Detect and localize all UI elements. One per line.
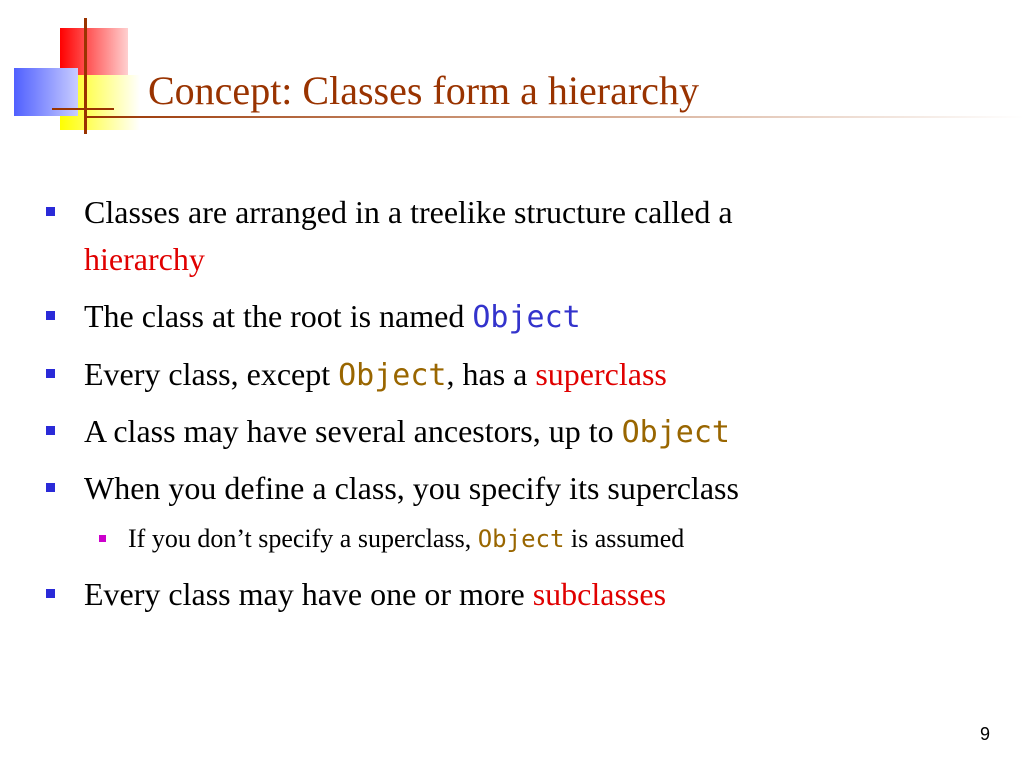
code-term: Object	[472, 300, 581, 335]
slide-title: Concept: Classes form a hierarchy	[148, 68, 699, 113]
emphasis-term: hierarchy	[84, 241, 205, 277]
bullet-text: Classes are arranged in a treelike structure called a	[84, 194, 733, 230]
bullet-marker-icon	[46, 311, 55, 320]
page-number: 9	[980, 724, 991, 744]
code-term: Object	[338, 358, 447, 393]
sub-bullet-marker-icon	[99, 535, 106, 542]
bullet-text: Every class may have one or more	[84, 576, 533, 612]
bullet-text: The class at the root is named	[84, 298, 473, 334]
bullet-marker-icon	[46, 426, 55, 435]
emphasis-term: subclasses	[532, 576, 667, 612]
bullet-item-continuation	[84, 240, 205, 278]
code-term: Object	[621, 415, 730, 450]
bullet-text: When you define a class, you specify its superclass	[84, 470, 739, 506]
bullet-marker-icon	[46, 589, 55, 598]
bullet-item	[84, 193, 733, 231]
bullet-text: A class may have several ancestors, up to	[84, 413, 622, 449]
bullet-marker-icon	[46, 369, 55, 378]
bullet-marker-icon	[46, 483, 55, 492]
code-term: Object	[477, 525, 565, 553]
bullet-item	[84, 297, 581, 337]
bullet-item	[84, 355, 667, 395]
bullet-marker-icon	[46, 207, 55, 216]
bullet-item	[84, 412, 730, 452]
sub-bullet-text: If you don’t specify a superclass,	[128, 524, 478, 553]
bullet-item	[84, 469, 739, 507]
emphasis-term: superclass	[535, 356, 667, 392]
sub-bullet-text: is assumed	[564, 524, 685, 553]
bullet-text: Every class, except	[84, 356, 339, 392]
bullet-text: , has a	[446, 356, 536, 392]
bullet-item	[84, 575, 666, 613]
sub-bullet-item	[128, 523, 684, 555]
